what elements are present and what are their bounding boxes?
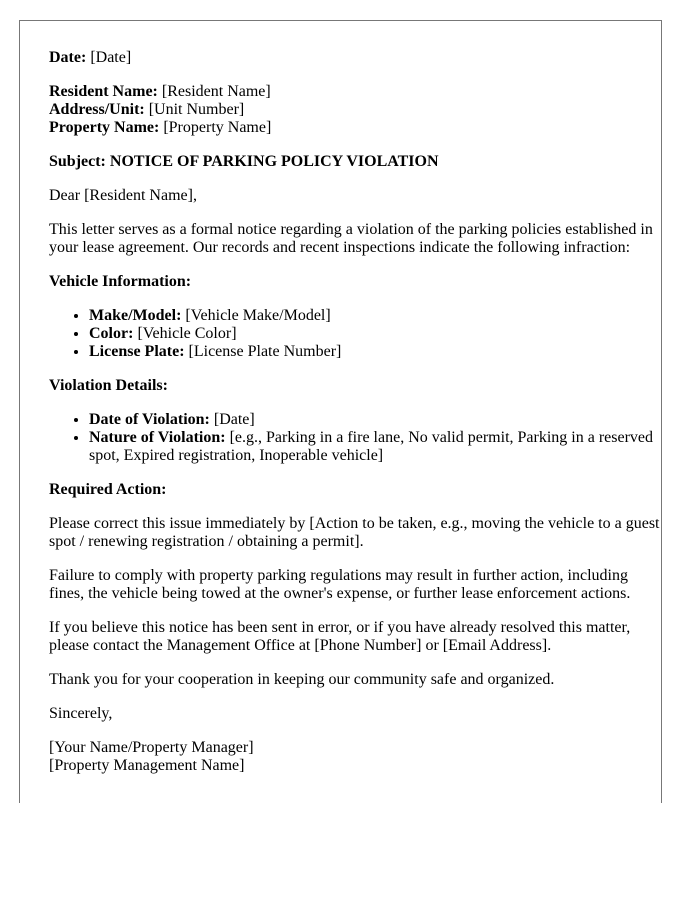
letter-page	[19, 20, 662, 803]
signature-block: [Your Name/Property Manager] [Property Management Name]	[49, 739, 254, 774]
vehicle-heading: Vehicle Information:	[49, 273, 192, 290]
resident-block: Resident Name: [Resident Name] Address/Unit: [Unit Number] Property Name: [Property Name]	[49, 83, 272, 136]
contact-paragraph: If you believe this notice has been sent in error, or if you have already resolved this matter, please contact the Management Office at [Phone Number] or [Email Address].	[49, 619, 631, 654]
list-item: • Nature of Violation: [e.g., Parking in a fire lane, No valid permit, Parking in a reserved spot, Expired registration, Inoperable vehicle]	[89, 429, 661, 465]
intro-paragraph: This letter serves as a formal notice regarding a violation of the parking policies established in your lease agreement. Our records and recent inspections indicate the following infraction:	[49, 221, 653, 256]
consequences-paragraph: Failure to comply with property parking regulations may result in further action, including fines, the vehicle being towed at the owner's expense, or further lease enforcement actions.	[49, 567, 631, 602]
thanks-paragraph: Thank you for your cooperation in keeping our community safe and organized.	[49, 671, 555, 688]
violation-heading: Violation Details:	[49, 377, 168, 394]
salutation: Dear [Resident Name],	[49, 187, 197, 204]
violation-list	[49, 411, 661, 465]
list-item: • Make/Model: [Vehicle Make/Model]	[89, 307, 661, 325]
list-item: • Date of Violation: [Date]	[89, 411, 661, 429]
closing: Sincerely,	[49, 705, 113, 722]
action-heading: Required Action:	[49, 481, 167, 498]
list-item: • License Plate: [License Plate Number]	[89, 343, 661, 361]
date-line: Date: [Date]	[49, 49, 132, 66]
action-paragraph: Please correct this issue immediately by [Action to be taken, e.g., moving the vehicle to a guest spot / renewing registration / obtaining a permit].	[49, 515, 660, 550]
vehicle-list	[49, 307, 661, 361]
subject-line: Subject: NOTICE OF PARKING POLICY VIOLATION	[49, 153, 439, 170]
list-item: • Color: [Vehicle Color]	[89, 325, 661, 343]
